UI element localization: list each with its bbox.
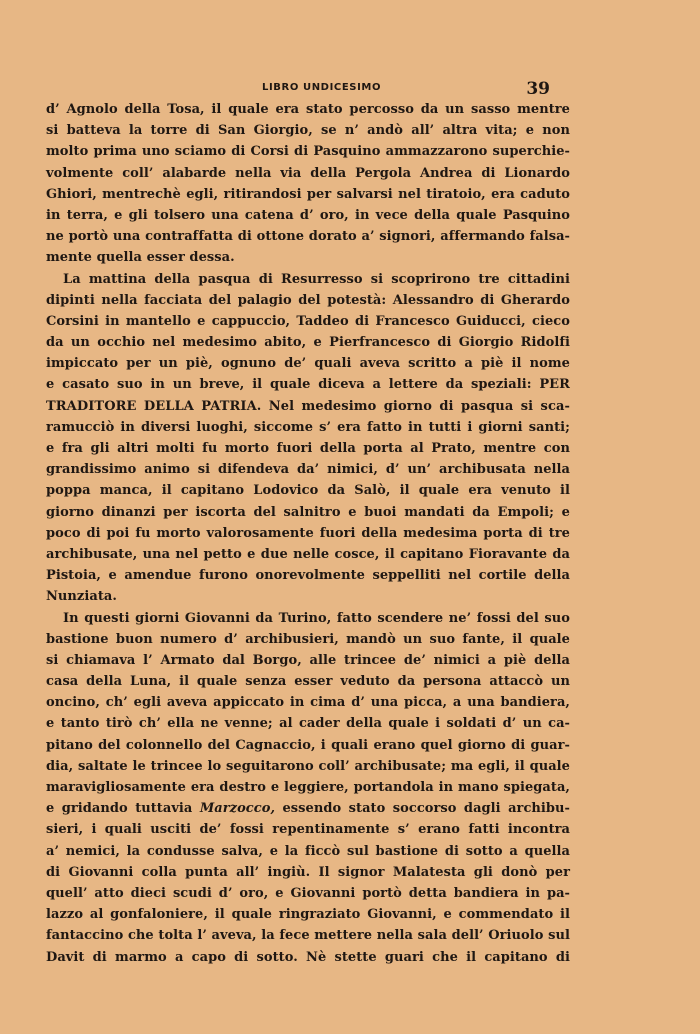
text-line: da un occhio nel medesimo abito, e Pierfrancesco di Giorgio Ridolfi xyxy=(46,335,570,351)
text-line: di Giovanni colla punta all’ ingiù. Il signor Malatesta gli donò per xyxy=(46,864,570,880)
text-line: Ghiori, mentrechè egli, ritirandosi per salvarsi nel tiratoio, era caduto xyxy=(46,186,570,202)
text-line: e casato suo in un breve, il quale diceva a lettere da speziali: PER xyxy=(46,377,570,393)
text-line: impiccato per un piè, ognuno de’ quali aveva scritto a piè il nome xyxy=(46,356,570,372)
page-header xyxy=(46,80,550,100)
text-line: Davit di marmo a capo di sotto. Nè stette guari che il capitano di xyxy=(46,949,570,965)
text-line: volmente coll’ alabarde nella via della Pergola Andrea di Lionardo xyxy=(46,165,570,181)
text-line: poppa manca, il capitano Lodovico da Salò, il quale era venuto il xyxy=(46,483,570,499)
text-line: Corsini in mantello e cappuccio, Taddeo di Francesco Guiducci, cieco xyxy=(46,313,570,329)
paragraph-start-line: La mattina della pasqua di Resurresso si scoprirono tre cittadini xyxy=(63,271,570,287)
text-line-with-italic xyxy=(46,798,570,819)
text-line: giorno dinanzi per iscorta del salnitro e buoi mandati da Empoli; e xyxy=(46,504,570,520)
text-line: fantaccino che tolta l’ aveva, la fece mettere nella sala dell’ Oriuolo sul xyxy=(46,928,570,944)
text-fragment: essendo stato soccorso dagli archibu- xyxy=(275,801,571,817)
text-line: e fra gli altri molti fu morto fuori della porta al Prato, mentre con xyxy=(46,441,570,456)
text-line: e tanto tirò ch’ ella ne venne; al cader della quale i soldati d’ un ca- xyxy=(46,716,570,732)
text-line: dia, saltate le trincee lo seguitarono coll’ archibusate; ma egli, il quale xyxy=(46,758,570,774)
text-line: Pistoia, e amendue furono onorevolmente seppelliti nel cortile della xyxy=(46,568,570,584)
text-line: casa della Luna, il quale senza esser veduto da persona attaccò un xyxy=(46,674,570,690)
italic-word: Marzocco, xyxy=(199,801,276,817)
text-fragment: e gridando tuttavia xyxy=(46,801,200,817)
body-text xyxy=(46,99,570,968)
text-line: maravigliosamente era destro e leggiere, portandola in mano spiegata, xyxy=(46,780,570,795)
text-line: molto prima uno sciamo di Corsi di Pasquino ammazzarono superchie- xyxy=(46,144,570,160)
text-line: oncino, ch’ egli aveva appiccato in cima d’ una picca, a una bandiera, xyxy=(46,695,570,711)
text-line: si batteva la torre di San Giorgio, se n’ andò all’ altra vita; e non xyxy=(46,123,570,139)
text-line: grandissimo animo si difendeva da’ nimici, d’ un’ archibusata nella xyxy=(46,462,570,478)
text-line: pitano del colonnello del Cagnaccio, i quali erano quel giorno di guar- xyxy=(46,737,570,753)
page-number: 39 xyxy=(526,79,550,99)
text-line: ramucciò in diversi luoghi, siccome s’ era fatto in tutti i giorni santi; xyxy=(46,419,570,435)
text-line: archibusate, una nel petto e due nelle cosce, il capitano Fioravante da xyxy=(46,546,570,562)
text-line: dipinti nella facciata del palagio del potestà: Alessandro di Gherardo xyxy=(46,292,570,308)
text-line: mente quella esser dessa. xyxy=(46,250,235,266)
text-line: Nunziata. xyxy=(46,589,117,605)
text-line: d’ Agnolo della Tosa, il quale era stato percosso da un sasso mentre xyxy=(46,102,570,117)
paragraph-start-line: In questi giorni Giovanni da Turino, fatto scendere ne’ fossi del suo xyxy=(63,610,570,626)
text-line: a’ nemici, la condusse salva, e la ficcò sul bastione di sotto a quella xyxy=(46,843,570,859)
running-head: LIBRO UNDICESIMO xyxy=(262,82,382,93)
text-line: sieri, i quali usciti de’ fossi repentinamente s’ erano fatti incontra xyxy=(46,822,570,838)
text-line: ne portò una contraffatta di ottone dorato a’ signori, affermando falsa- xyxy=(46,229,570,245)
text-line: si chiamava l’ Armato dal Borgo, alle trincee de’ nimici a piè della xyxy=(46,652,570,668)
text-line: poco di poi fu morto valorosamente fuori della medesima porta di tre xyxy=(46,525,570,541)
text-line: TRADITORE DELLA PATRIA. Nel medesimo giorno di pasqua si sca- xyxy=(46,398,570,414)
text-line: in terra, e gli tolsero una catena d’ oro, in vece della quale Pasquino xyxy=(46,207,570,223)
text-line: quell’ atto dieci scudi d’ oro, e Giovanni portò detta bandiera in pa- xyxy=(46,885,570,901)
text-line: bastione buon numero d’ archibusieri, mandò un suo fante, il quale xyxy=(46,631,570,647)
text-line: lazzo al gonfaloniere, il quale ringraziato Giovanni, e commendato il xyxy=(46,907,570,923)
